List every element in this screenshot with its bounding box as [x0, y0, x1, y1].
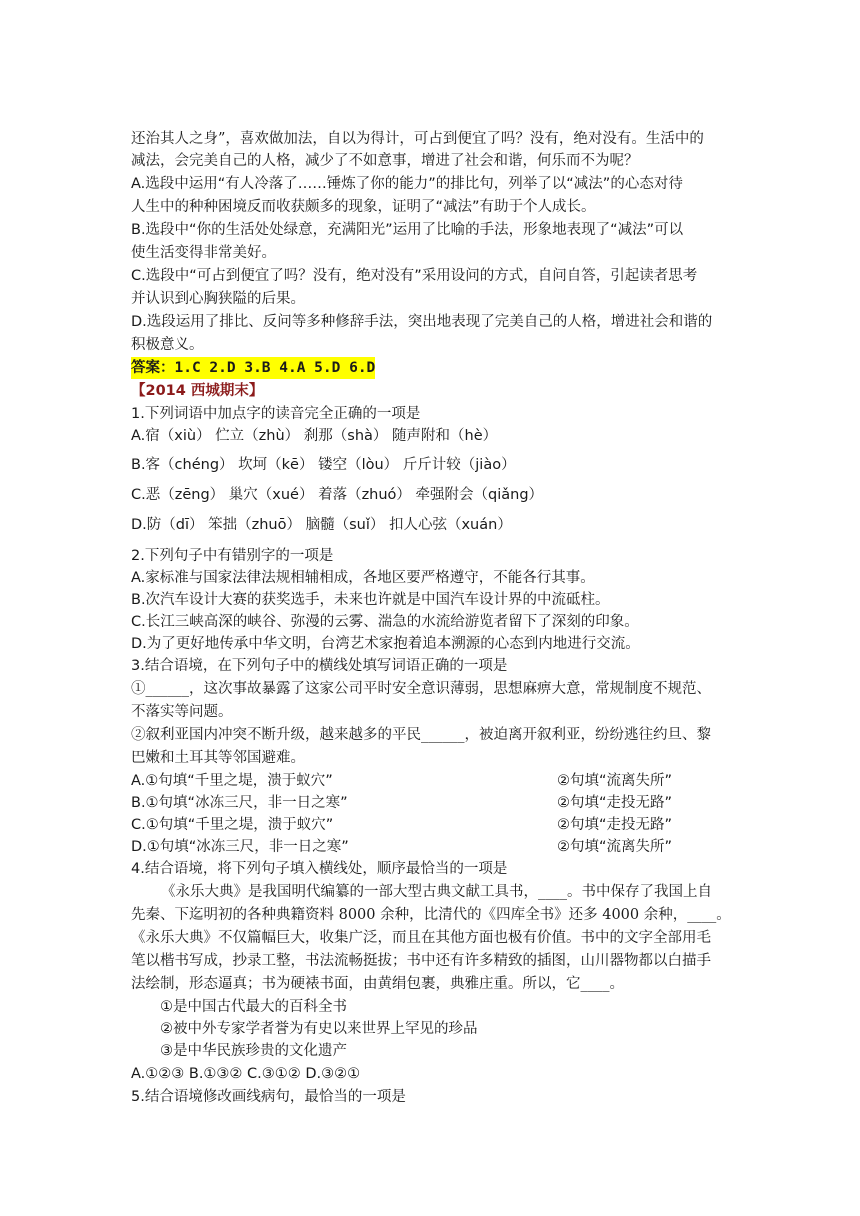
question-4-passage: 《永乐大典》是我国明代编纂的一部大型古典文献工具书，____。书中保存了我国上自: [161, 884, 712, 900]
question-4-passage: 笔以楷书写成，抄录工整，书法流畅挺拔；书中还有许多精致的插图，山川器物都以白描手: [131, 953, 711, 969]
answer-key: 答案：1.C 2.D 3.B 4.A 5.D 6.D: [131, 357, 375, 379]
passage-line: 还治其人之身”，喜欢做加法，自以为得计，可占到便宜了吗？没有，绝对没有。生活中的: [131, 131, 704, 147]
question-4-item-2: ②被中外专家学者誉为有史以来世界上罕见的珍品: [160, 1021, 478, 1037]
question-3-sentence-1: ①______，这次事故暴露了这家公司平时安全意识薄弱，思想麻痹大意，常规制度不规范、: [131, 681, 711, 697]
option-line: 人生中的种种困境反而收获颇多的现象，证明了“减法”有助于个人成长。: [131, 199, 596, 215]
question-2-option-c: C.长江三峡高深的峡谷、弥漫的云雾、湍急的水流给游览者留下了深刻的印象。: [131, 614, 639, 630]
option-left: A.①句填“千里之堤，溃于蚁穴”: [131, 773, 333, 789]
option-line: C.选段中“可占到便宜了吗？没有，绝对没有”采用设问的方式，自问自答，引起读者思考: [131, 268, 698, 284]
question-5-stem: 5.结合语境修改画线病句，最恰当的一项是: [131, 1089, 406, 1105]
question-2-option-b: B.次汽车设计大赛的获奖选手，未来也许就是中国汽车设计界的中流砥柱。: [131, 592, 610, 608]
question-2-option-d: D.为了更好地传承中华文明，台湾艺术家抱着追本溯源的心态到内地进行交流。: [131, 636, 640, 652]
option-right: ②句填“走投无路”: [557, 795, 673, 811]
question-4-item-3: ③是中华民族珍贵的文化遗产: [160, 1043, 347, 1059]
option-right: ②句填“走投无路”: [557, 817, 673, 833]
section-header: 【2014 西城期末】: [131, 383, 264, 399]
option-right: ②句填“流离失所”: [557, 773, 673, 789]
question-4-passage: 先秦、下迄明初的各种典籍资料 8000 余种，比清代的《四库全书》还多 4000 余种，____。: [131, 907, 731, 923]
question-1-stem: 1.下列词语中加点字的读音完全正确的一项是: [131, 406, 421, 422]
question-3-option-b: [131, 792, 673, 814]
option-line: D.选段运用了排比、反问等多种修辞手法，突出地表现了完美自己的人格，增进社会和谐的: [131, 314, 713, 330]
option-line: 使生活变得非常美好。: [131, 245, 276, 261]
option-line: 积极意义。: [131, 337, 204, 353]
option-line: 并认识到心胸狭隘的后果。: [131, 291, 305, 307]
question-2-stem: 2.下列句子中有错别字的一项是: [131, 548, 334, 564]
question-4-options: A.①②③ B.①③② C.③①② D.③②①: [131, 1066, 361, 1082]
question-3-stem: 3.结合语境，在下列句子中的横线处填写词语正确的一项是: [131, 658, 508, 674]
option-right: ②句填“流离失所”: [557, 839, 673, 855]
question-1-option-b: B.客（chéng） 坎坷（kē） 镂空（lòu） 斤斤计较（jiào）: [131, 457, 516, 473]
question-1-option-d: D.防（dī） 笨拙（zhuō） 脑髓（suǐ） 扣人心弦（xuán）: [131, 517, 512, 533]
question-3-sentence-2: ②叙利亚国内冲突不断升级，越来越多的平民______，被迫离开叙利亚，纷纷逃往约旦、黎: [131, 727, 711, 743]
question-4-passage: 《永乐大典》不仅篇幅巨大，收集广泛，而且在其他方面也极有价值。书中的文字全部用毛: [131, 930, 711, 946]
question-3-option-a: [131, 770, 673, 792]
question-4-stem: 4.结合语境，将下列句子填入横线处，顺序最恰当的一项是: [131, 861, 508, 877]
option-left: B.①句填“冰冻三尺，非一日之寒”: [131, 795, 348, 811]
question-1-option-c: C.恶（zēng） 巢穴（xué） 着落（zhuó） 牵强附会（qiǎng）: [131, 487, 544, 503]
question-3-option-c: [131, 814, 673, 836]
question-3-sentence-2-cont: 巴嫩和土耳其等邻国避难。: [131, 750, 305, 766]
question-4-passage: 法绘制，形态逼真；书为硬裱书面，由黄绢包裹，典雅庄重。所以，它____。: [131, 976, 624, 992]
question-3-sentence-1-cont: 不落实等问题。: [131, 704, 233, 720]
passage-line: 减法，会完美自己的人格，减少了不如意事，增进了社会和谐，何乐而不为呢？: [131, 153, 639, 169]
option-line: B.选段中“你的生活处处绿意，充满阳光”运用了比喻的手法，形象地表现了“减法”可以: [131, 222, 684, 238]
option-line: A.选段中运用“有人冷落了……锤炼了你的能力”的排比句，列举了以“减法”的心态对待: [131, 176, 683, 192]
question-2-option-a: A.家标准与国家法律法规相辅相成，各地区要严格遵守，不能各行其事。: [131, 570, 595, 586]
question-1-option-a: A.宿（xiù） 伫立（zhù） 刹那（shà） 随声附和（hè）: [131, 428, 498, 444]
question-4-item-1: ①是中国古代最大的百科全书: [160, 999, 347, 1015]
question-3-option-d: [131, 836, 673, 858]
option-left: C.①句填“千里之堤，溃于蚁穴”: [131, 817, 334, 833]
option-left: D.①句填“冰冻三尺，非一日之寒”: [131, 839, 349, 855]
